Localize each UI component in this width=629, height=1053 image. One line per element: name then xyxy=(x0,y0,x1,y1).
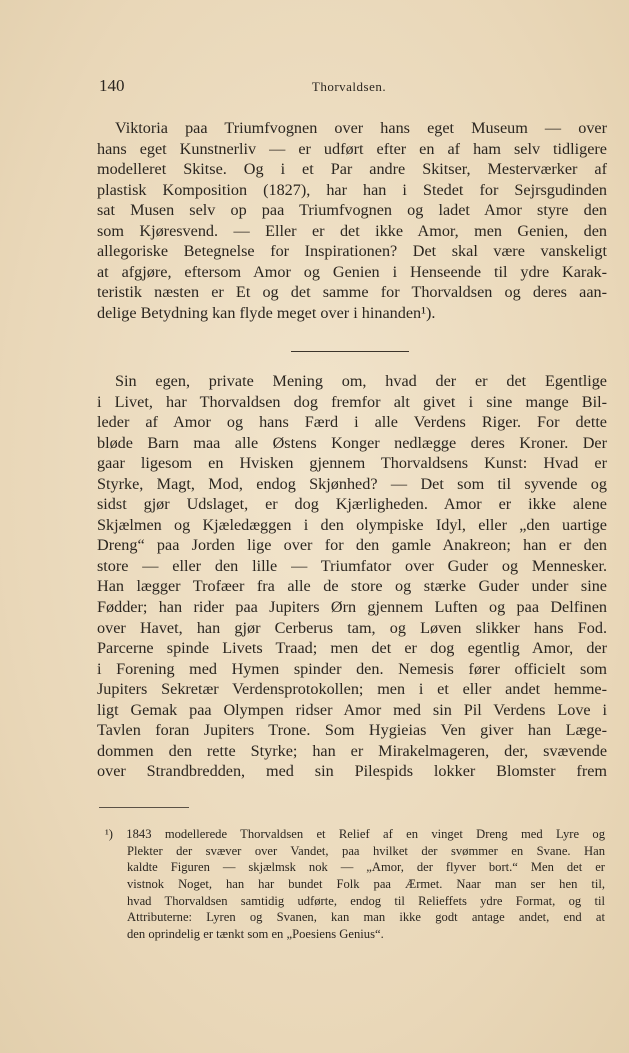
text-line: delige Betydning kan flyde meget over i hinanden¹). xyxy=(97,303,436,322)
footnote-line: hvad Thorvaldsen samtidig udførte, endog til Relieffets ydre Format, og til xyxy=(127,893,605,908)
running-title: Thorvaldsen. xyxy=(311,79,387,94)
text-line: sidst gjør Udslaget, er dog Kjærligheden. Amor er ikke alene xyxy=(97,495,607,514)
footnote-line: Plekter der svæver over Vandet, paa hvilket der svømmer en Svane. Han xyxy=(127,843,605,858)
footnote-line: ¹) 1843 modellerede Thorvaldsen et Relief af en vinget Dreng med Lyre og xyxy=(105,827,605,841)
text-line: Tavlen foran Jupiters Trone. Som Hygieias Ven giver han Læge- xyxy=(97,721,607,740)
text-line: sat Musen selv op paa Triumfvognen og ladet Amor styre den xyxy=(97,201,607,220)
text-line: i Livet, har Thorvaldsen dog fremfor alt givet i sine mange Bil- xyxy=(97,392,607,411)
text-line: i Forening med Hymen spinder den. Nemesis fører officielt som xyxy=(97,659,607,678)
text-line: leder af Amor og hans Færd i alle Verdens Riger. For dette xyxy=(97,413,607,432)
text-line: Fødder; han rider paa Jupiters Ørn gjennem Luften og paa Delfinen xyxy=(97,598,607,617)
text-line: teristik næsten er Et og det samme for Thorvaldsen og deres aan- xyxy=(97,283,607,302)
footnote-line: den oprindelig er tænkt som en „Poesiens Genius“. xyxy=(127,927,384,942)
text-line: plastisk Komposition (1827), har han i Stedet for Sejrsgudinden xyxy=(97,180,607,199)
footnote-line: vistnok Noget, han har bundet Folk paa Ærmet. Naar man ser hen til, xyxy=(127,877,605,892)
text-line: Dreng“ paa Jorden lige over for den gamle Anakreon; han er den xyxy=(97,536,607,555)
text-line: hans eget Kunstnerliv — er udført efter en af ham selv tidligere xyxy=(97,139,607,158)
text-line: allegoriske Betegnelse for Inspirationen? Det skal være vanskeligt xyxy=(97,242,607,261)
page-number: 140 xyxy=(99,76,125,95)
paragraph-continued xyxy=(97,118,607,323)
text-line: over Havet, han gjør Cerberus tam, og Løven slikker hans Fod. xyxy=(97,618,607,637)
text-line: at afgjøre, eftersom Amor og Genien i Henseende til ydre Karak- xyxy=(97,262,607,281)
text-line: Han lægger Trofæer fra alle de store og stærke Guder under sine xyxy=(97,577,607,596)
text-line: som Kjøresvend. — Eller er det ikke Amor, men Genien, den xyxy=(97,221,607,240)
footnote-rule xyxy=(99,807,189,808)
section-divider xyxy=(291,351,409,352)
text-line: ligt Gemak paa Olympen ridser Amor med sin Pil Verdens Love i xyxy=(97,700,607,719)
paragraph-amor xyxy=(97,371,607,782)
text-line: gaar ligesom en Hvisken gjennem Thorvaldsens Kunst: Hvad er xyxy=(97,454,607,473)
footnote-line: kaldte Figuren — skjælmsk nok — „Amor, der flyver bort.“ Men det er xyxy=(127,860,605,875)
text-line: Viktoria paa Triumfvognen over hans eget Museum — over xyxy=(115,119,607,137)
text-line: bløde Barn maa alle Østens Konger nedlægge deres Kroner. Der xyxy=(97,433,607,452)
text-line: Jupiters Sekretær Verdensprotokollen; men i et eller andet hemme- xyxy=(97,680,607,699)
footnote xyxy=(105,826,605,943)
text-line: Sin egen, private Mening om, hvad der er det Egentlige xyxy=(115,372,607,390)
text-line: Styrke, Magt, Mod, endog Skjønhed? — Det som til syvende og xyxy=(97,474,607,493)
text-line: modelleret Skitse. Og i et Par andre Skitser, Mesterværker af xyxy=(97,160,607,179)
footnote-line: Attributerne: Lyren og Svanen, kan man ikke godt antage andet, end at xyxy=(127,910,605,925)
text-line: dommen den rette Styrke; han er Mirakelmageren, der, svævende xyxy=(97,741,607,760)
text-line: store — eller den lille — Triumfator over Guder og Mennesker. xyxy=(97,556,607,575)
text-line: Skjælmen og Kjæledæggen i den olympiske Idyl, eller „den uartige xyxy=(97,515,607,534)
page-header xyxy=(99,76,599,98)
text-line: over Strandbredden, med sin Pilespids lokker Blomster frem xyxy=(97,762,607,781)
text-line: Parcerne spinde Livets Traad; men det er dog egentlig Amor, der xyxy=(97,639,607,658)
